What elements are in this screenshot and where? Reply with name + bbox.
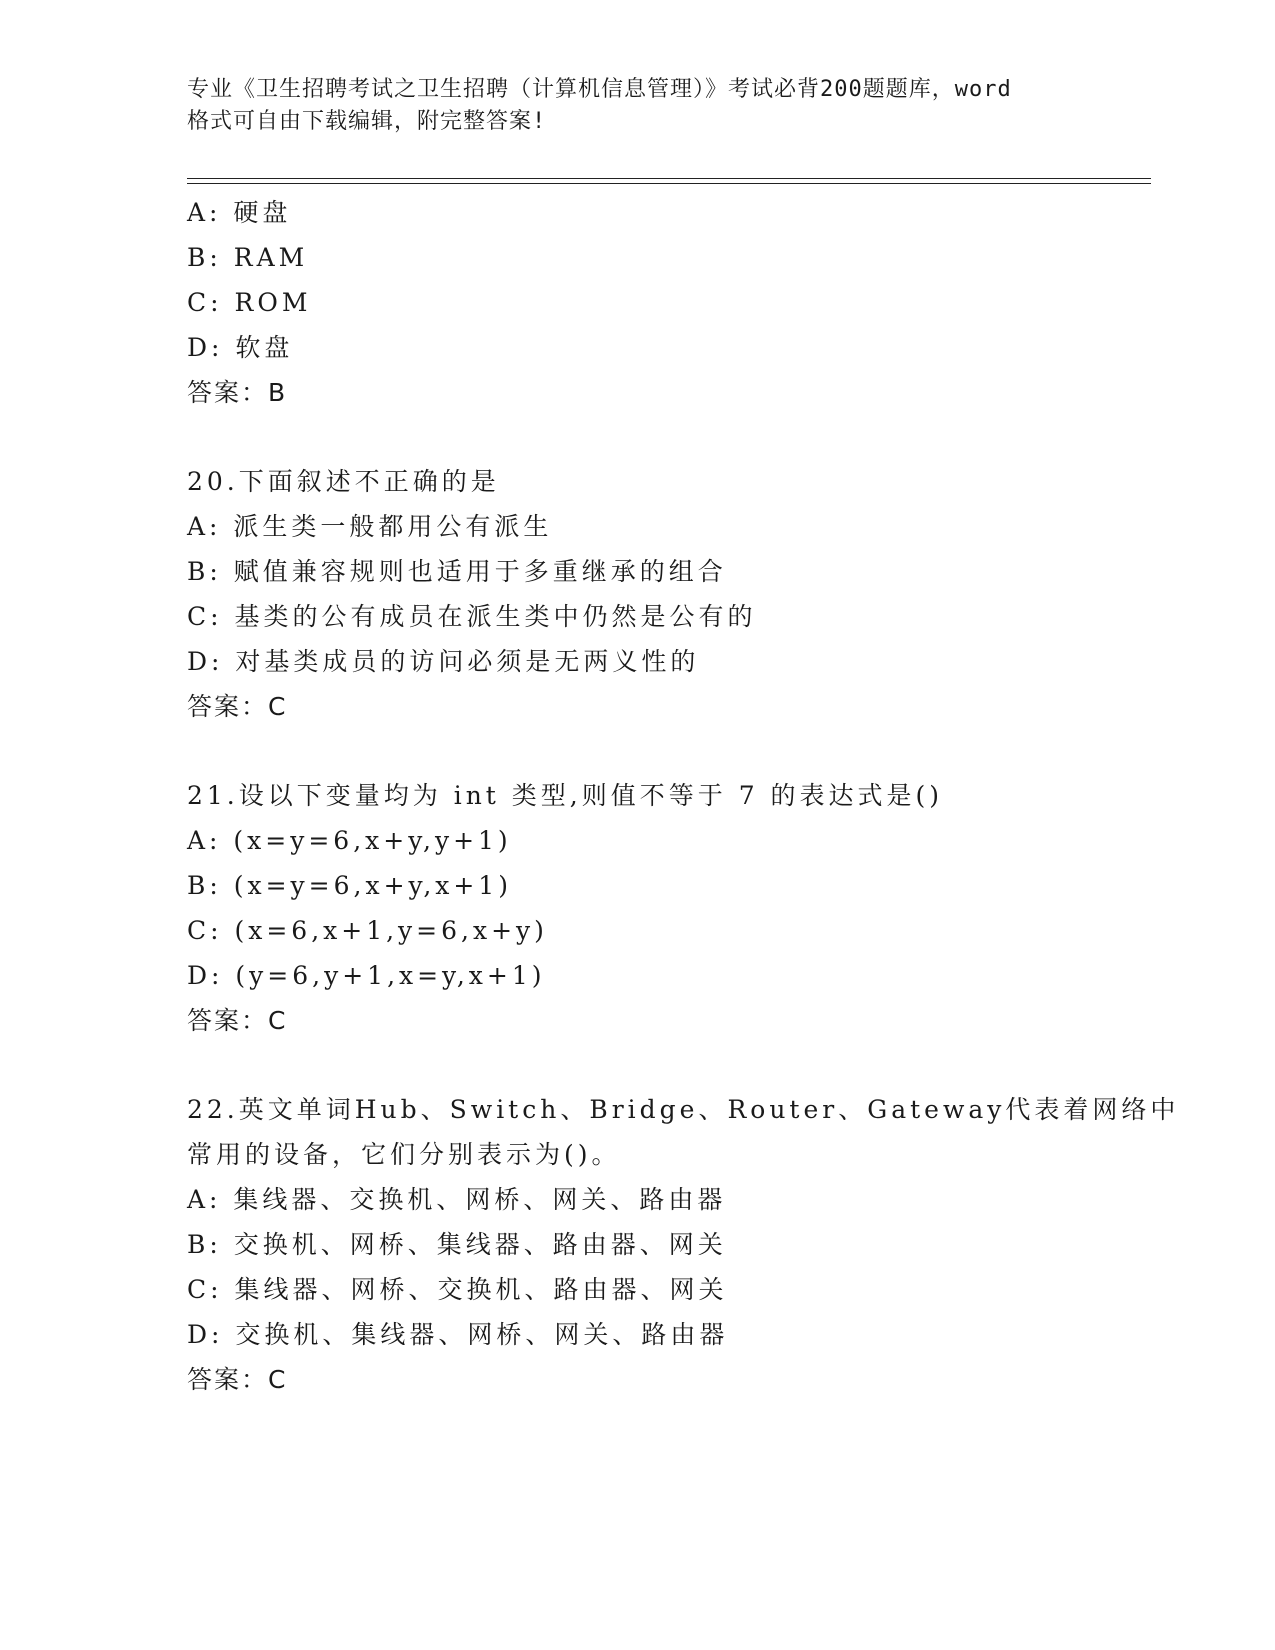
answer: 答案：B	[187, 378, 288, 407]
answer: 答案：C	[187, 692, 288, 721]
question-text: 21.设以下变量均为 int 类型,则值不等于 7 的表达式是()	[187, 781, 944, 810]
header-divider	[187, 178, 1151, 184]
option-b: B: 赋值兼容规则也适用于多重继承的组合	[187, 557, 727, 586]
answer: 答案：C	[187, 1006, 288, 1035]
question-22	[187, 1087, 1180, 1402]
option-b: B: RAM	[187, 243, 309, 272]
option-d: D: 对基类成员的访问必须是无两义性的	[187, 647, 700, 676]
spacer	[187, 415, 1137, 459]
question-21	[187, 773, 1137, 1043]
option-a: A: 集线器、交换机、网桥、网关、路由器	[187, 1185, 727, 1214]
option-a: A: 派生类一般都用公有派生	[187, 512, 553, 541]
header-line-2: 格式可自由下载编辑，附完整答案!	[187, 109, 547, 134]
question-list	[187, 190, 1180, 1402]
question-20	[187, 459, 1137, 729]
answer: 答案：C	[187, 1365, 288, 1394]
document-header	[187, 74, 1087, 138]
question-19	[187, 190, 1137, 415]
option-d: D: 交换机、集线器、网桥、网关、路由器	[187, 1320, 729, 1349]
option-c: C: 基类的公有成员在派生类中仍然是公有的	[187, 602, 757, 631]
option-d: D: (y=6,y+1,x=y,x+1)	[187, 961, 546, 990]
option-c: C: 集线器、网桥、交换机、路由器、网关	[187, 1275, 728, 1304]
option-b: B: (x=y=6,x+y,x+1)	[187, 871, 512, 900]
option-c: C: ROM	[187, 288, 312, 317]
option-a: A: (x=y=6,x+y,y+1)	[187, 826, 512, 855]
option-c: C: (x=6,x+1,y=6,x+y)	[187, 916, 548, 945]
question-text-line-1: 22.英文单词Hub、Switch、Bridge、Router、Gateway代表着网络中	[187, 1095, 1180, 1124]
header-line-1: 专业《卫生招聘考试之卫生招聘（计算机信息管理）》考试必背200题题库，word	[187, 77, 1012, 102]
option-d: D: 软盘	[187, 333, 294, 362]
spacer	[187, 1043, 1137, 1087]
question-text-line-2: 常用的设备，它们分别表示为()。	[187, 1140, 621, 1169]
option-b: B: 交换机、网桥、集线器、路由器、网关	[187, 1230, 727, 1259]
spacer	[187, 729, 1137, 773]
question-text: 20.下面叙述不正确的是	[187, 467, 500, 496]
option-a: A: 硬盘	[187, 198, 292, 227]
